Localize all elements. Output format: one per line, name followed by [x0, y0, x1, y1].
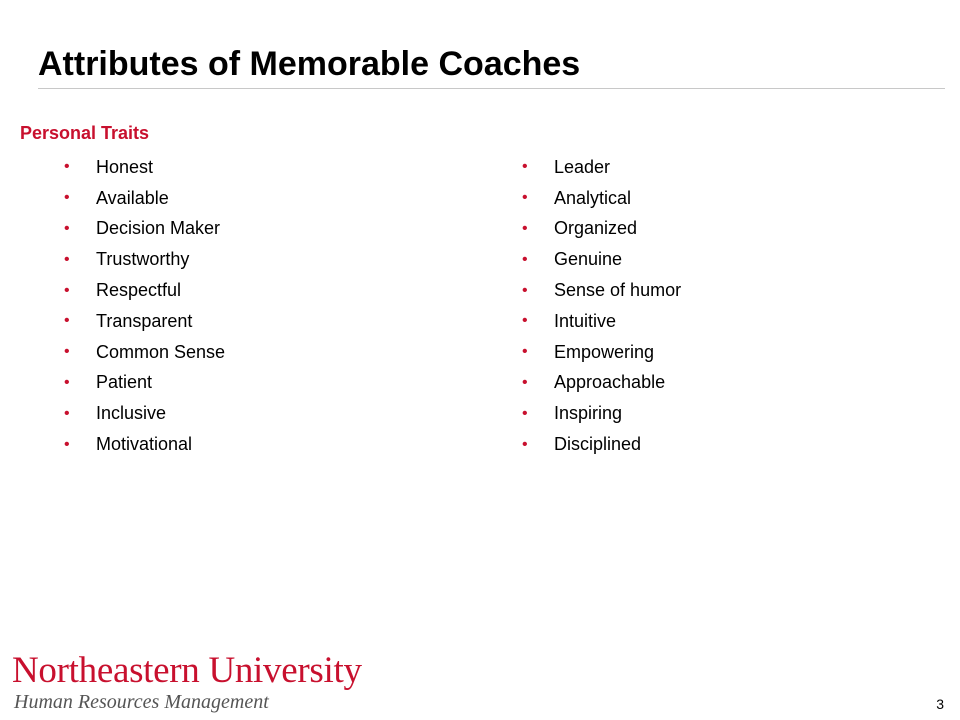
- list-item: [64, 337, 225, 368]
- list-item: [64, 275, 225, 306]
- trait-label: Analytical: [554, 187, 632, 208]
- list-item: [64, 368, 225, 399]
- bullet-icon: •: [64, 250, 70, 268]
- bullet-icon: •: [522, 281, 528, 299]
- list-item: [64, 306, 225, 337]
- bullet-icon: •: [64, 158, 70, 176]
- slide-title: Attributes of Memorable Coaches: [38, 45, 581, 83]
- bullet-icon: •: [522, 189, 528, 207]
- trait-label: Respectful: [96, 280, 182, 301]
- bullet-icon: •: [522, 373, 528, 391]
- list-item: [522, 183, 681, 214]
- page-number: 3: [936, 696, 944, 712]
- list-item: [522, 275, 681, 306]
- list-item: [522, 337, 681, 368]
- logo-name: Northeastern University: [12, 650, 362, 691]
- list-item: [64, 214, 225, 245]
- logo-subtitle: Human Resources Management: [14, 691, 269, 713]
- trait-label: Leader: [554, 156, 611, 177]
- bullet-icon: •: [522, 158, 528, 176]
- trait-label: Sense of humor: [554, 280, 682, 301]
- bullet-icon: •: [64, 219, 70, 237]
- list-item: [64, 398, 225, 429]
- bullet-icon: •: [522, 404, 528, 422]
- bullet-icon: •: [64, 343, 70, 361]
- trait-label: Common Sense: [96, 341, 226, 362]
- list-item: [522, 244, 681, 275]
- bullet-icon: •: [522, 312, 528, 330]
- list-item: [522, 306, 681, 337]
- trait-label: Genuine: [554, 249, 623, 270]
- bullet-icon: •: [64, 189, 70, 207]
- trait-label: Inclusive: [96, 403, 167, 424]
- trait-label: Approachable: [554, 372, 666, 393]
- trait-list-right: [522, 152, 681, 460]
- bullet-icon: •: [522, 219, 528, 237]
- trait-label: Disciplined: [554, 434, 642, 455]
- bullet-icon: •: [522, 343, 528, 361]
- list-item: [522, 398, 681, 429]
- trait-label: Empowering: [554, 341, 655, 362]
- list-item: [522, 152, 681, 183]
- bullet-icon: •: [64, 312, 70, 330]
- trait-label: Organized: [554, 218, 638, 239]
- trait-label: Available: [96, 187, 169, 208]
- list-item: [64, 152, 225, 183]
- title-divider: [38, 88, 945, 89]
- trait-list-left: [64, 152, 225, 460]
- bullet-icon: •: [64, 404, 70, 422]
- list-item: [522, 429, 681, 460]
- trait-label: Inspiring: [554, 403, 623, 424]
- list-item: [64, 244, 225, 275]
- trait-label: Decision Maker: [96, 218, 221, 239]
- university-logo: [12, 652, 372, 716]
- bullet-icon: •: [64, 373, 70, 391]
- trait-label: Honest: [96, 156, 154, 177]
- bullet-icon: •: [522, 250, 528, 268]
- bullet-icon: •: [64, 281, 70, 299]
- trait-label: Transparent: [96, 310, 193, 331]
- section-heading: Personal Traits: [20, 123, 150, 143]
- list-item: [64, 183, 225, 214]
- bullet-icon: •: [522, 435, 528, 453]
- trait-label: Intuitive: [554, 310, 617, 331]
- list-item: [522, 214, 681, 245]
- trait-label: Trustworthy: [96, 249, 190, 270]
- trait-label: Patient: [96, 372, 153, 393]
- list-item: [64, 429, 225, 460]
- list-item: [522, 368, 681, 399]
- trait-label: Motivational: [96, 434, 193, 455]
- bullet-icon: •: [64, 435, 70, 453]
